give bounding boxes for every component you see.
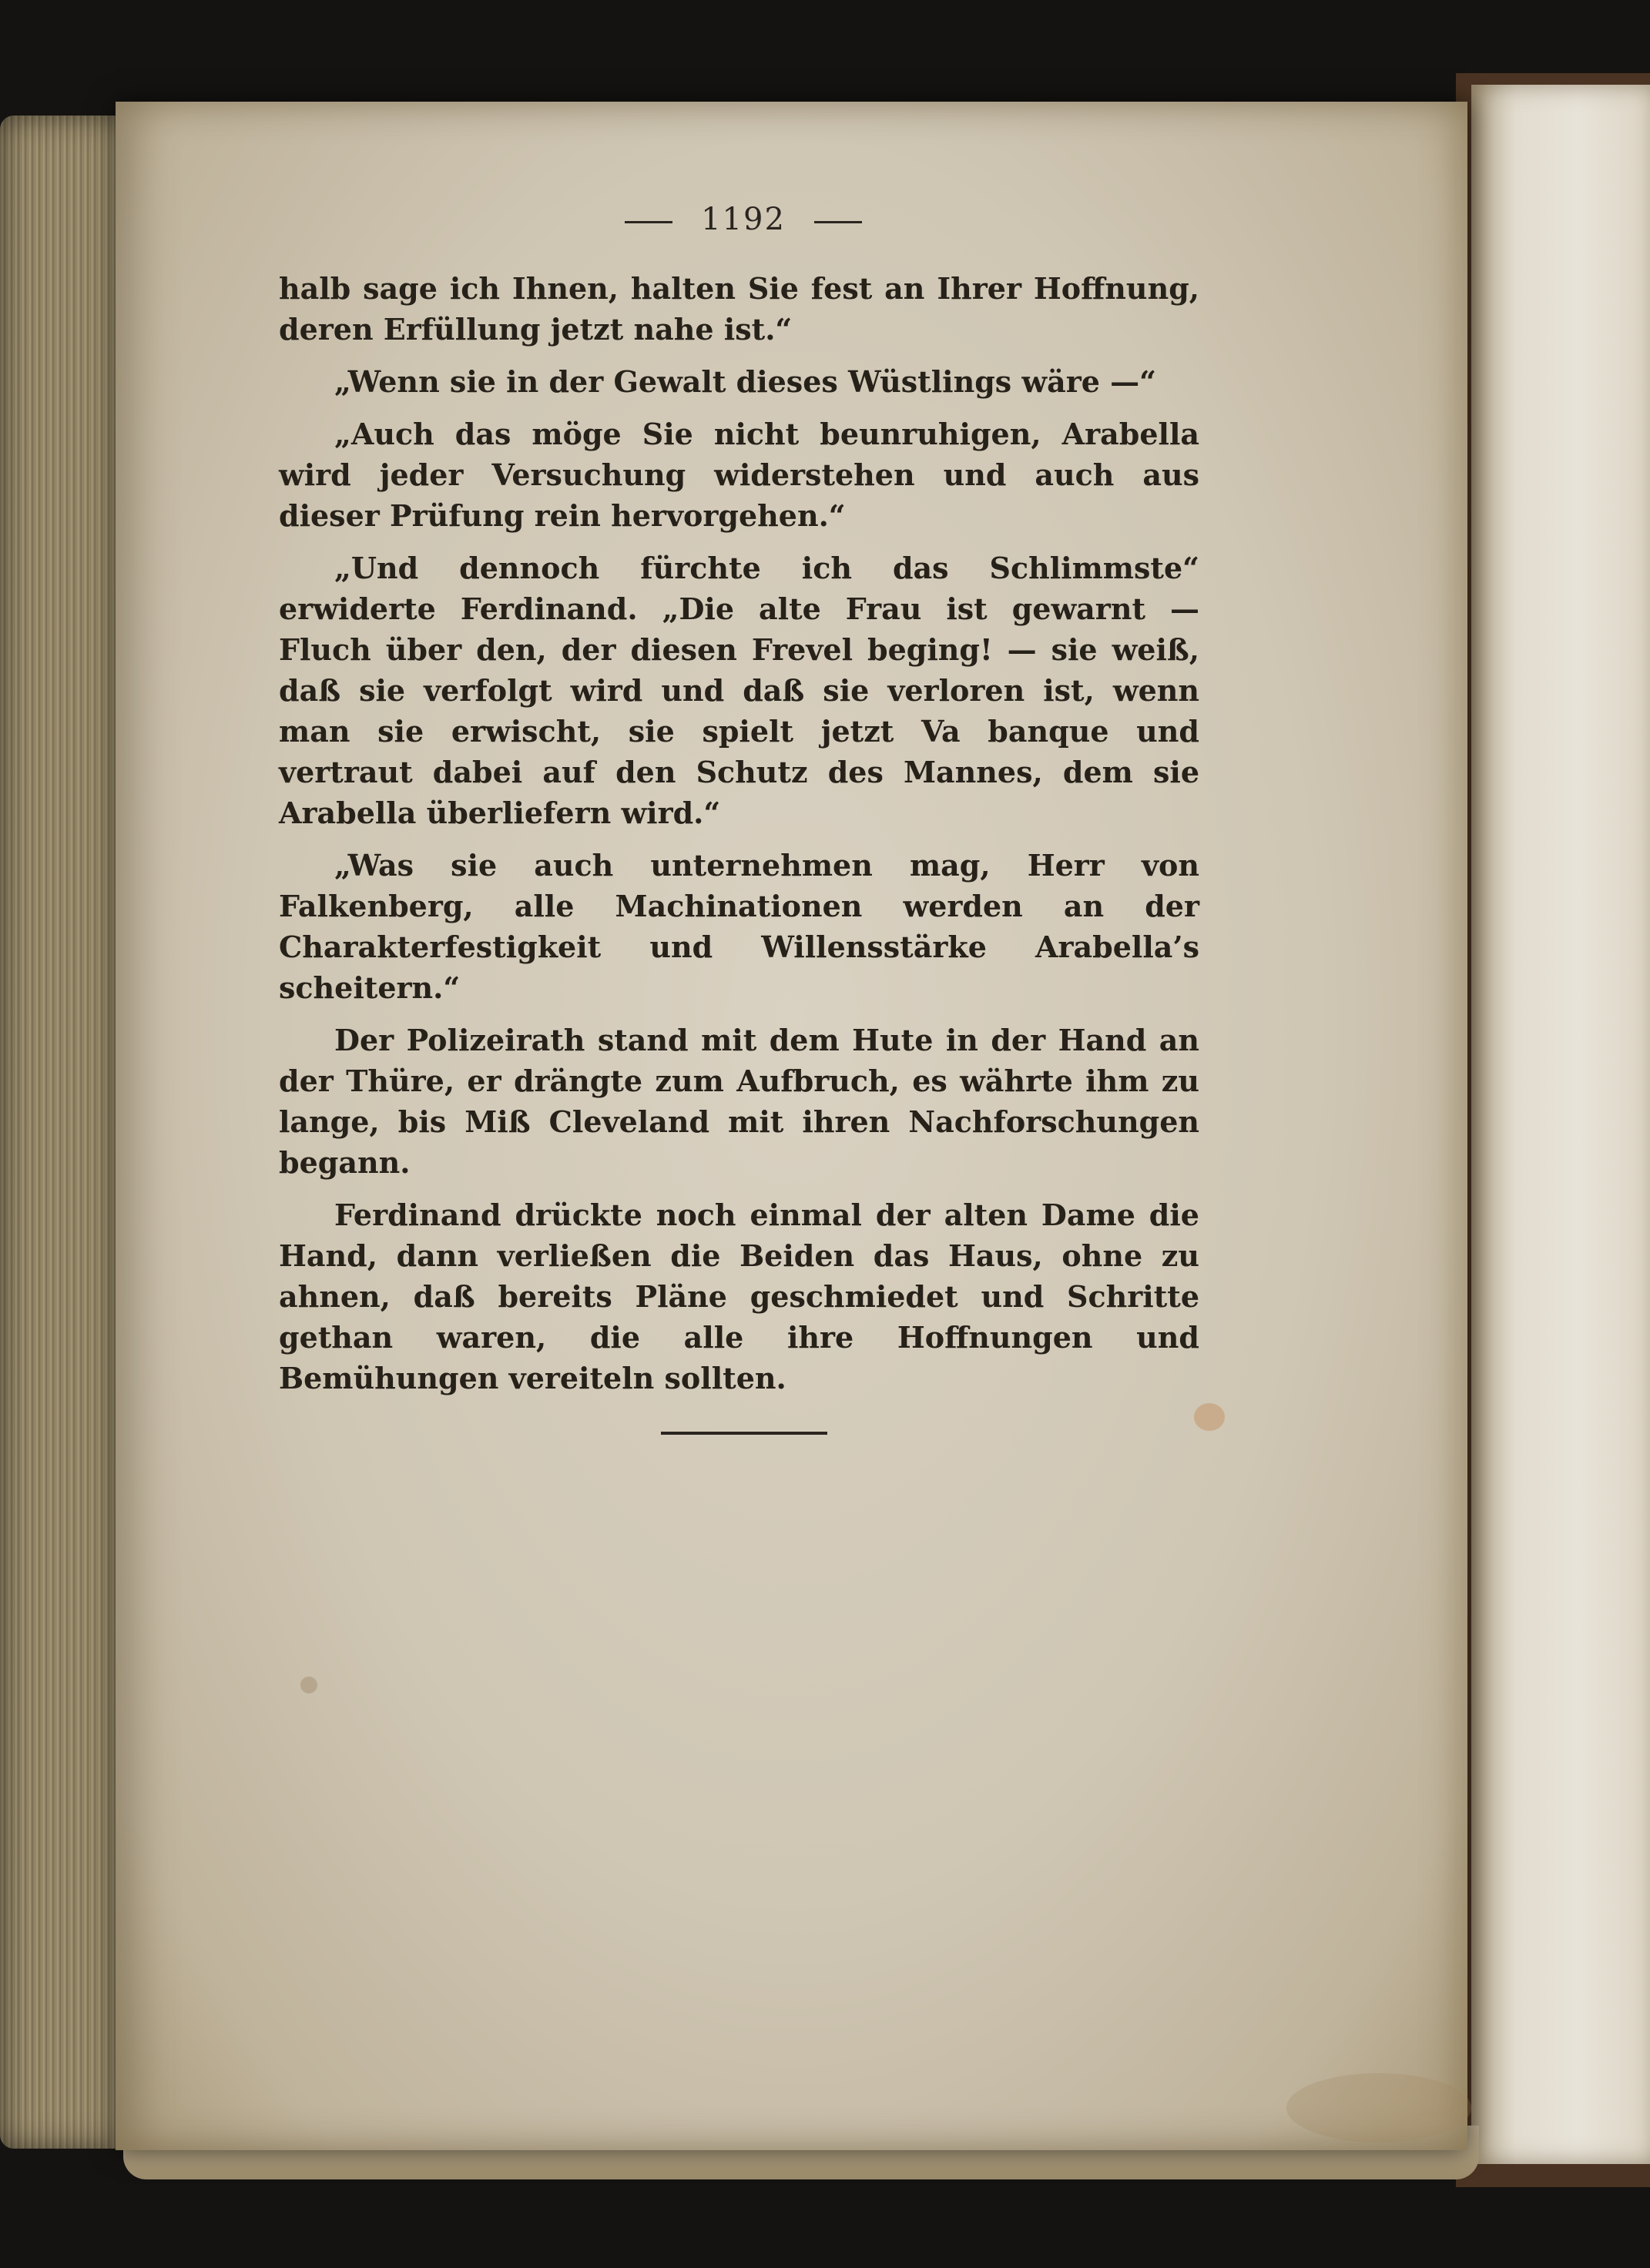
paragraph: „Wenn sie in der Gewalt dieses Wüstlings wäre —“ (334, 364, 1157, 399)
header-dash-left (625, 221, 672, 223)
paragraph: Ferdinand drückte noch einmal der alten Dame die Hand, dann verließen die Beiden das Haus, ohne zu ahnen, daß bereits Pläne geschmiedet und Schritte gethan waren, die alle ihre Hoffnungen und Bemühungen vereiteln sollten. (279, 1198, 1199, 1395)
paragraph: „Was sie auch unternehmen mag, Herr von Falkenberg, alle Machinationen werden an der Charakterfestigkeit und Willensstärke Arabella’s scheitern.“ (279, 848, 1199, 1005)
foxing-spot (300, 1677, 317, 1693)
paragraph: „Und dennoch fürchte ich das Schlimmste“ erwiderte Ferdinand. „Die alte Frau ist gewarnt — Fluch über den, der diesen Frevel beging! — sie weiß, daß sie verfolgt wird und daß sie verloren ist, wenn man sie erwischt, sie spielt jetzt Va banque und vertraut dabei auf den Schutz des Mannes, dem sie Arabella überliefern wird.“ (279, 551, 1199, 830)
header-dash-right (814, 221, 862, 223)
paragraph: halb sage ich Ihnen, halten Sie fest an Ihrer Hoffnung, deren Erfüllung jetzt nahe ist.“ (279, 271, 1199, 347)
paragraph: „Auch das möge Sie nicht beunruhigen, Arabella wird jeder Versuchung widerstehen und auch aus dieser Prüfung rein hervorgehen.“ (279, 417, 1199, 533)
body-text (279, 268, 1199, 1410)
facing-page (1471, 85, 1650, 2164)
section-end-rule (661, 1432, 827, 1435)
page-header (0, 202, 1487, 237)
page-number: 1192 (701, 202, 786, 237)
paragraph: Der Polizeirath stand mit dem Hute in der Hand an der Thüre, er drängte zum Aufbruch, es währte ihm zu lange, bis Miß Cleveland mit ihren Nachforschungen begann. (279, 1023, 1199, 1180)
stain (1286, 2073, 1471, 2142)
